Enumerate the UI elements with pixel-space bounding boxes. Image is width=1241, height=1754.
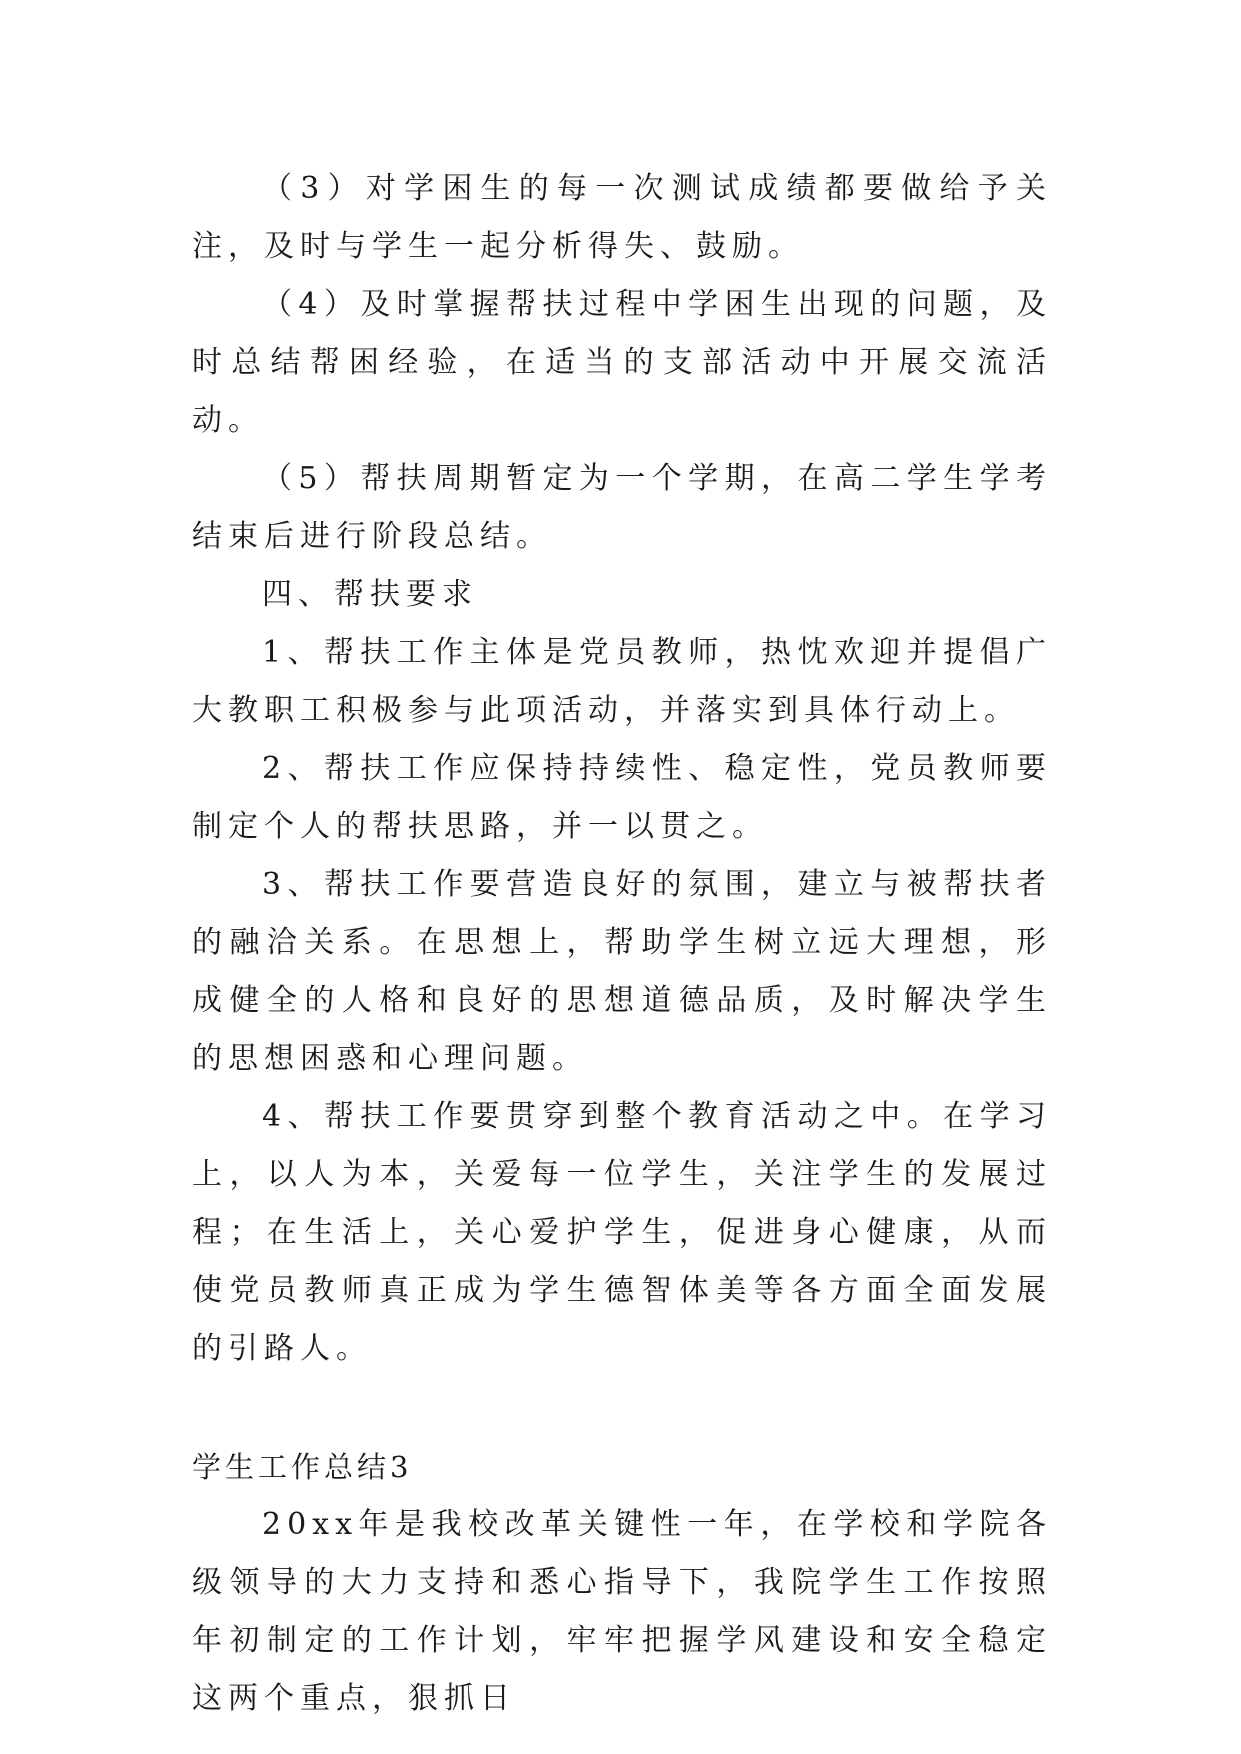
section-heading-requirements: 四、帮扶要求	[262, 577, 478, 612]
requirement-item-3: 3、帮扶工作要营造良好的氛围，建立与被帮扶者的融洽关系。在思想上，帮助学生树立远大理想，形成健全的人格和良好的思想道德品质，及时解决学生的思想困惑和心理问题。	[192, 867, 1052, 1076]
paragraph-item-5: （5）帮扶周期暂定为一个学期，在高二学生学考结束后进行阶段总结。	[192, 461, 1052, 554]
paragraph-item-3: （3）对学困生的每一次测试成绩都要做给予关注，及时与学生一起分析得失、鼓励。	[192, 171, 1052, 264]
paragraph-item-4: （4）及时掌握帮扶过程中学困生出现的问题，及时总结帮困经验，在适当的支部活动中开展交流活动。	[192, 287, 1052, 438]
section-title-summary-3: 学生工作总结3	[192, 1450, 413, 1484]
requirement-item-1: 1、帮扶工作主体是党员教师，热忱欢迎并提倡广大教职工积极参与此项活动，并落实到具体行动上。	[192, 635, 1052, 728]
requirement-item-2: 2、帮扶工作应保持持续性、稳定性，党员教师要制定个人的帮扶思路，并一以贯之。	[192, 751, 1052, 844]
summary-3-intro: 20xx年是我校改革关键性一年，在学校和学院各级领导的大力支持和悉心指导下，我院学生工作按照年初制定的工作计划，牢牢把握学风建设和安全稳定这两个重点，狠抓日	[192, 1507, 1052, 1716]
document-page	[192, 160, 1052, 1728]
requirement-item-4: 4、帮扶工作要贯穿到整个教育活动之中。在学习上，以人为本，关爱每一位学生，关注学生的发展过程；在生活上，关心爱护学生，促进身心健康，从而使党员教师真正成为学生德智体美等各方面全面发展的引路人。	[192, 1099, 1052, 1366]
